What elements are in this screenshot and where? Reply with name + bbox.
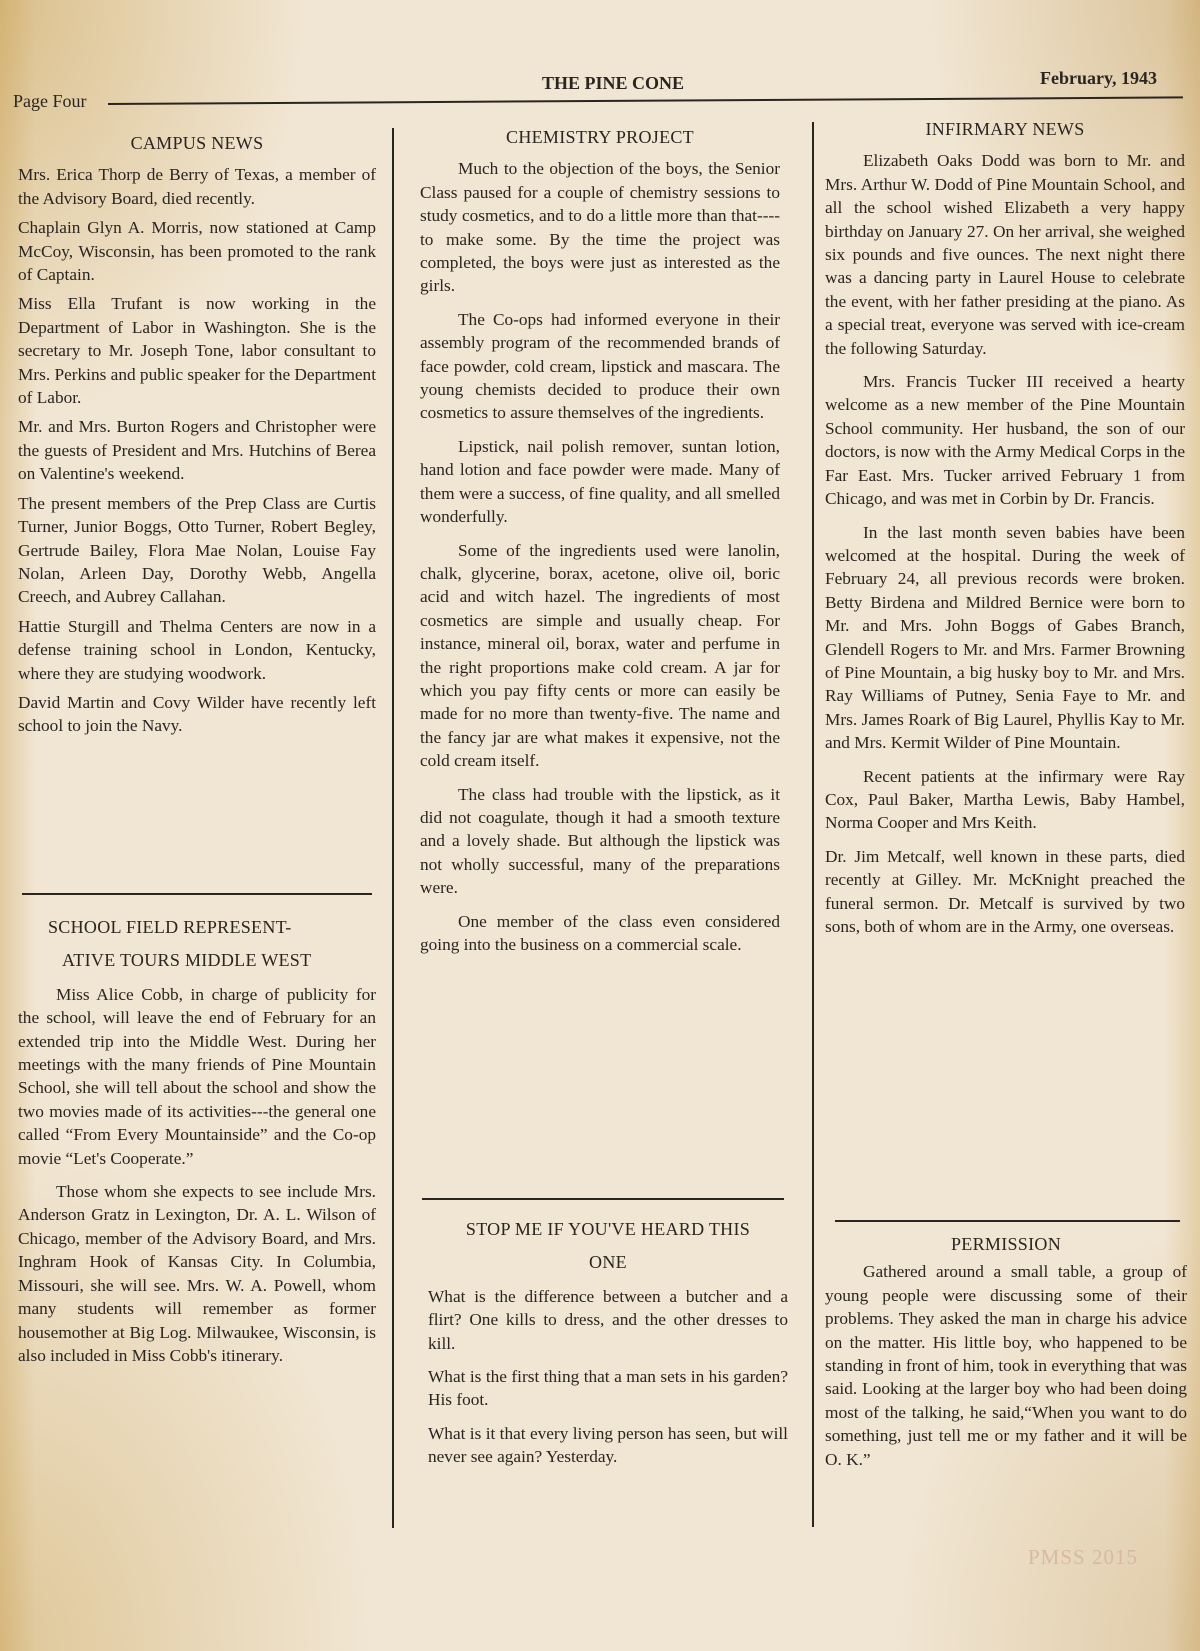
heading-line: SCHOOL FIELD REPRESENT- (48, 917, 292, 937)
article-paragraph: The Co-ops had informed everyone in their assembly program of the recommended brands of face powder, cold cream, lipstick and mascara. The young chemists decided to produce their own cosmetics to assure themselves of the ingredients. (420, 309, 780, 423)
article-paragraph: The class had trouble with the lipstick, as it did not coagulate, though it had a smooth texture and a lovely shade. But although the lipstick was not wholly successful, many of the preparations were. (420, 784, 780, 898)
header-rule (108, 96, 1183, 105)
article-paragraph: Recent patients at the infirmary were Ray Cox, Paul Baker, Martha Lewis, Baby Hambel, Norma Cooper and Mrs Keith. (825, 766, 1185, 833)
joke-paragraph: What is the difference between a butcher and a flirt? One kills to dress, and the other dresses to kill. (428, 1286, 788, 1353)
section-rule (835, 1220, 1180, 1222)
article-paragraph: In the last month seven babies have been welcomed at the hospital. During the week of February 24, all previous records were broken. Betty Birdena and Mildred Bernice were born to Mr. and Mrs. John Boggs of Gabes Branch, Glendell Rogers to Mr. and Mrs. Farmer Browning of Pine Mountain, a big husky boy to Mr. and Mrs. Ray Williams of Putney, Senia Faye to Mr. and Mrs. James Roark of Big Laurel, Phyllis Kay to Mr. and Mrs. Kermit Wilder of Pine Mountain. (825, 522, 1185, 753)
article-paragraph: Mrs. Erica Thorp de Berry of Texas, a member of the Advisory Board, died recently. (18, 165, 376, 208)
paper-title: THE PINE CONE (542, 73, 685, 93)
column-1 (18, 132, 376, 744)
column-3 (825, 118, 1185, 944)
article-paragraph: David Martin and Covy Wilder have recently left school to join the Navy. (18, 692, 376, 736)
column-2 (420, 126, 780, 962)
permission-heading: PERMISSION (950, 1234, 1062, 1254)
heading-line: ATIVE TOURS MIDDLE WEST (62, 950, 312, 971)
field-rep-heading (18, 916, 376, 973)
chemistry-heading: CHEMISTRY PROJECT (506, 127, 694, 147)
article-paragraph: Dr. Jim Metcalf, well known in these parts, died recently at Gilley. Mr. McKnight preached the funeral sermon. Dr. Metcalf is survived by two sons, both of whom are in the Army, one overseas. (825, 846, 1185, 936)
column-1-lower (18, 916, 376, 1373)
column-2-lower (428, 1218, 788, 1475)
article-paragraph: Those whom she expects to see include Mrs. Anderson Gratz in Lexington, Dr. A. L. Wilson of Chicago, member of the Advisory Board, and Mrs. Inghram Hook of Kansas City. In Columbia, Missouri, she will see. Mrs. W. A. Powell, whom many students will remember as former housemother at Big Log. Milwaukee, Wisconsin, is also included in Miss Cobb's itinerary. (18, 1182, 376, 1365)
campus-news-heading: CAMPUS NEWS (130, 133, 264, 153)
joke-paragraph: What is the first thing that a man sets in his garden? His foot. (428, 1367, 788, 1410)
stop-me-heading (428, 1218, 788, 1275)
section-rule (422, 1198, 784, 1200)
article-paragraph: Miss Alice Cobb, in charge of publicity for the school, will leave the end of February for an extended trip into the Middle West. During her meetings with the many friends of Pine Mountain School, she will tell about the school and show the two movies made of its activities---the general one called “From Every Mountainside” and the Co-op movie “Let's Cooperate.” (18, 984, 376, 1168)
heading-line: STOP ME IF YOU'VE HEARD THIS (465, 1219, 751, 1239)
heading-line: ONE (589, 1252, 627, 1273)
column-divider (392, 128, 394, 1528)
article-paragraph: Hattie Sturgill and Thelma Centers are now in a defense training school in London, Kentucky, where they are studying woodwork. (18, 616, 376, 683)
page-label: Page Four (13, 91, 87, 111)
article-paragraph: Much to the objection of the boys, the Senior Class paused for a couple of chemistry sessions to study cosmetics, and to do a little more than that----to make some. By the time the project was completed, the boys were just as interested as the girls. (420, 159, 780, 296)
infirmary-heading: INFIRMARY NEWS (925, 119, 1085, 139)
article-paragraph: One member of the class even considered going into the business on a commercial scale. (420, 911, 780, 954)
issue-date: February, 1943 (1040, 68, 1157, 88)
watermark: PMSS 2015 (1028, 1545, 1138, 1569)
article-paragraph: Elizabeth Oaks Dodd was born to Mr. and Mrs. Arthur W. Dodd of Pine Mountain School, and all the school wished Elizabeth a very happy birthday on January 27. On her arrival, she weighed six pounds and five ounces. The next night there was a dancing party in Laurel House to celebrate the event, with her father presiding at the piano. As a special treat, everyone was served with ice-cream the following Saturday. (825, 151, 1185, 358)
article-paragraph: Lipstick, nail polish remover, suntan lotion, hand lotion and face powder were made. Many of them were a success, of fine quality, and all smelled wonderfully. (420, 436, 780, 527)
article-paragraph: The present members of the Prep Class are Curtis Turner, Junior Boggs, Otto Turner, Robert Begley, Gertrude Bailey, Flora Mae Nolan, Louise Fay Nolan, Arleen Day, Dorothy Webb, Angella Creech, and Aubrey Callahan. (18, 493, 376, 607)
column-3-lower (825, 1233, 1187, 1477)
article-paragraph: Mrs. Francis Tucker III received a hearty welcome as a new member of the Pine Mountain School community. Her husband, the son of our doctors, is now with the Army Medical Corps in the Far East. Mrs. Tucker arrived February 1 from Chicago, and was met in Corbin by Dr. Francis. (825, 372, 1185, 509)
joke-paragraph: What is it that every living person has seen, but will never see again? Yesterday. (428, 1423, 788, 1467)
column-divider (812, 122, 814, 1527)
article-paragraph: Mr. and Mrs. Burton Rogers and Christopher were the guests of President and Mrs. Hutchins of Berea on Valentine's weekend. (18, 417, 376, 484)
article-paragraph: Gathered around a small table, a group of young people were discussing some of their problems. They asked the man in charge his advice on the matter. His little boy, who happened to be standing in front of him, took in everything that was said. Looking at the larger boy who had been doing most of the talking, he said,“When you want to do something, just tell me or my father and it will be O. K.” (825, 1262, 1187, 1469)
article-paragraph: Chaplain Glyn A. Morris, now stationed at Camp McCoy, Wisconsin, has been promoted to the rank of Captain. (18, 218, 376, 285)
section-rule (22, 893, 372, 895)
article-paragraph: Miss Ella Trufant is now working in the Department of Labor in Washington. She is the secretary to Mr. Joseph Tone, labor consultant to Mrs. Perkins and public speaker for the Department of Labor. (18, 294, 377, 408)
article-paragraph: Some of the ingredients used were lanolin, chalk, glycerine, borax, acetone, olive oil, boric acid and witch hazel. The ingredients of most cosmetics are simple and usually cheap. For instance, mineral oil, borax, water and perfume in the right proportions make cold cream. A jar for which you pay fifty cents or more can easily be made for no more than twenty-five. The name and the fancy jar are what makes it expensive, not the cold cream itself. (420, 540, 780, 771)
